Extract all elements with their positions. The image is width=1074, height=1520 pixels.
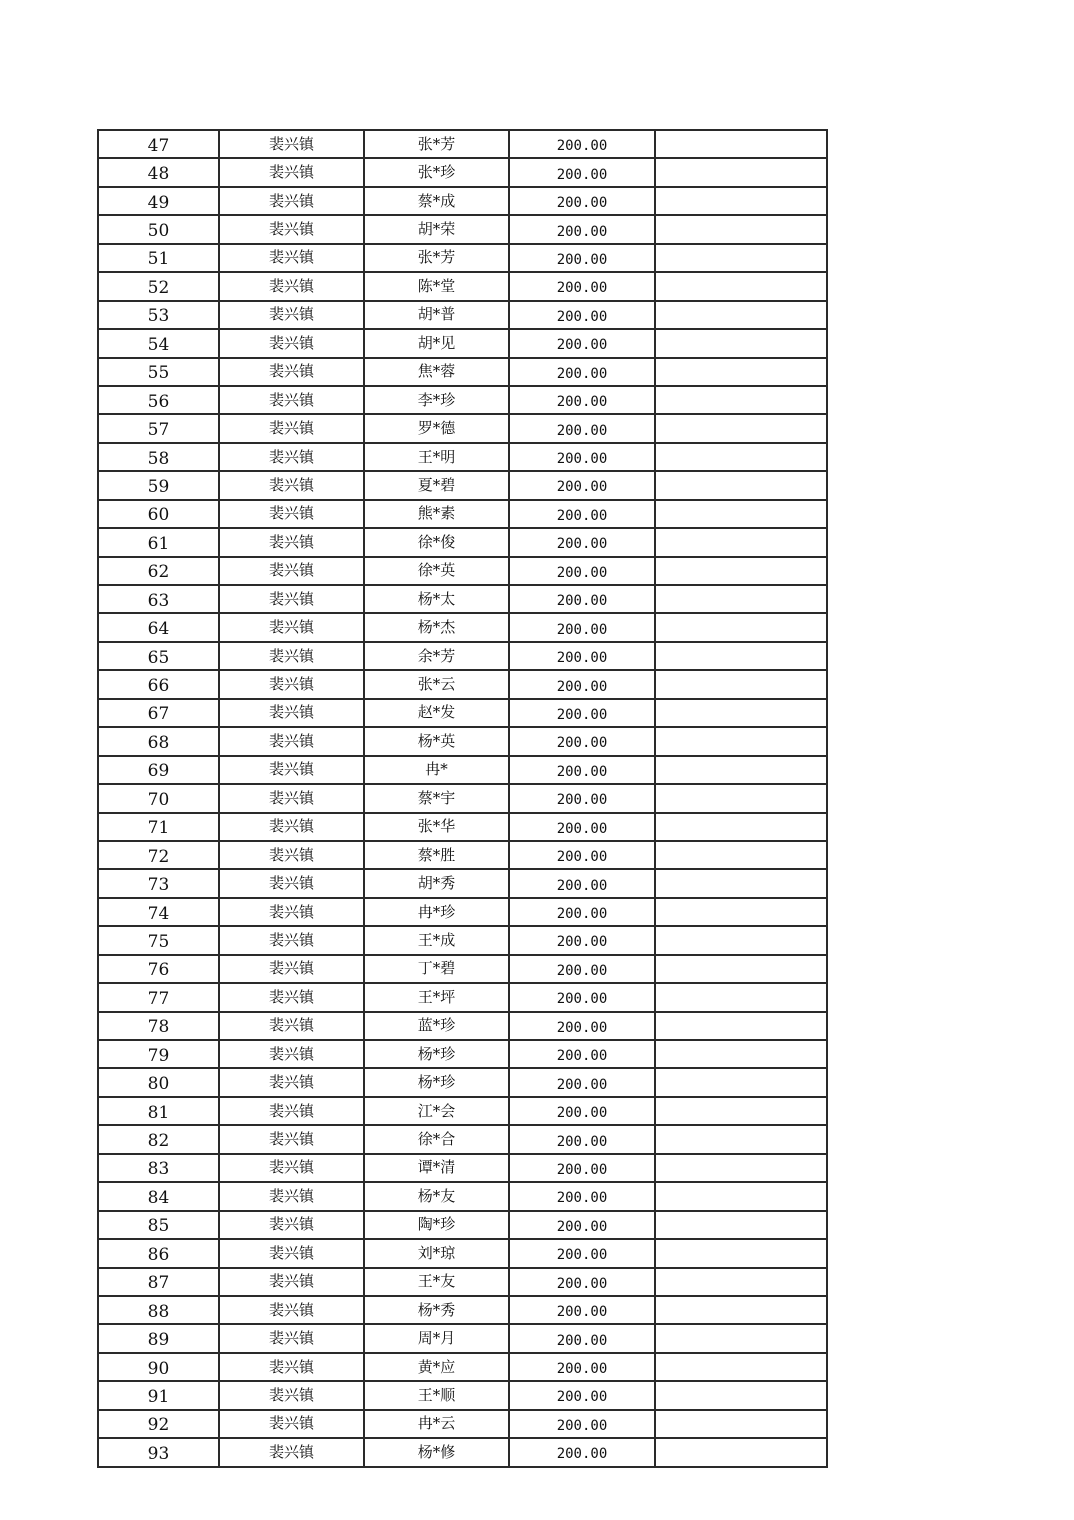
person-name-cell: 胡*见 bbox=[364, 329, 509, 357]
amount-cell: 200.00 bbox=[509, 557, 655, 585]
amount-cell: 200.00 bbox=[509, 1438, 655, 1466]
table-row bbox=[98, 187, 827, 215]
amount-cell: 200.00 bbox=[509, 528, 655, 556]
note-cell bbox=[655, 1097, 827, 1125]
amount-cell: 200.00 bbox=[509, 1239, 655, 1267]
table-row bbox=[98, 1182, 827, 1210]
amount-cell: 200.00 bbox=[509, 443, 655, 471]
note-cell bbox=[655, 869, 827, 897]
town-cell: 裴兴镇 bbox=[219, 869, 364, 897]
row-number-cell: 67 bbox=[98, 699, 219, 727]
table-row bbox=[98, 1012, 827, 1040]
table-row bbox=[98, 1410, 827, 1438]
row-number-cell: 83 bbox=[98, 1154, 219, 1182]
town-cell: 裴兴镇 bbox=[219, 926, 364, 954]
row-number-cell: 73 bbox=[98, 869, 219, 897]
note-cell bbox=[655, 1125, 827, 1153]
person-name-cell: 王*成 bbox=[364, 926, 509, 954]
table-row bbox=[98, 130, 827, 158]
amount-cell: 200.00 bbox=[509, 699, 655, 727]
town-cell: 裴兴镇 bbox=[219, 841, 364, 869]
person-name-cell: 夏*碧 bbox=[364, 471, 509, 499]
table-row bbox=[98, 841, 827, 869]
person-name-cell: 蔡*宇 bbox=[364, 784, 509, 812]
table-row bbox=[98, 329, 827, 357]
person-name-cell: 刘*琼 bbox=[364, 1239, 509, 1267]
person-name-cell: 张*珍 bbox=[364, 158, 509, 186]
amount-cell: 200.00 bbox=[509, 1268, 655, 1296]
table-row bbox=[98, 1097, 827, 1125]
amount-cell: 200.00 bbox=[509, 1182, 655, 1210]
person-name-cell: 冉*珍 bbox=[364, 898, 509, 926]
note-cell bbox=[655, 187, 827, 215]
row-number-cell: 75 bbox=[98, 926, 219, 954]
row-number-cell: 81 bbox=[98, 1097, 219, 1125]
amount-cell: 200.00 bbox=[509, 1296, 655, 1324]
town-cell: 裴兴镇 bbox=[219, 1239, 364, 1267]
table-body bbox=[98, 130, 827, 1467]
table-row bbox=[98, 813, 827, 841]
note-cell bbox=[655, 1410, 827, 1438]
table-row bbox=[98, 215, 827, 243]
town-cell: 裴兴镇 bbox=[219, 443, 364, 471]
row-number-cell: 65 bbox=[98, 642, 219, 670]
town-cell: 裴兴镇 bbox=[219, 130, 364, 158]
person-name-cell: 李*珍 bbox=[364, 386, 509, 414]
town-cell: 裴兴镇 bbox=[219, 1125, 364, 1153]
note-cell bbox=[655, 386, 827, 414]
table-row bbox=[98, 386, 827, 414]
table-row bbox=[98, 1381, 827, 1409]
amount-cell: 200.00 bbox=[509, 813, 655, 841]
note-cell bbox=[655, 215, 827, 243]
amount-cell: 200.00 bbox=[509, 613, 655, 641]
note-cell bbox=[655, 841, 827, 869]
row-number-cell: 85 bbox=[98, 1211, 219, 1239]
person-name-cell: 徐*英 bbox=[364, 557, 509, 585]
table-row bbox=[98, 1154, 827, 1182]
note-cell bbox=[655, 585, 827, 613]
town-cell: 裴兴镇 bbox=[219, 1410, 364, 1438]
amount-cell: 200.00 bbox=[509, 784, 655, 812]
note-cell bbox=[655, 130, 827, 158]
note-cell bbox=[655, 471, 827, 499]
table-row bbox=[98, 983, 827, 1011]
table-row bbox=[98, 784, 827, 812]
table-row bbox=[98, 1125, 827, 1153]
town-cell: 裴兴镇 bbox=[219, 358, 364, 386]
note-cell bbox=[655, 329, 827, 357]
person-name-cell: 丁*碧 bbox=[364, 955, 509, 983]
amount-cell: 200.00 bbox=[509, 898, 655, 926]
row-number-cell: 86 bbox=[98, 1239, 219, 1267]
table-row bbox=[98, 443, 827, 471]
amount-cell: 200.00 bbox=[509, 386, 655, 414]
town-cell: 裴兴镇 bbox=[219, 500, 364, 528]
note-cell bbox=[655, 1353, 827, 1381]
row-number-cell: 80 bbox=[98, 1068, 219, 1096]
note-cell bbox=[655, 414, 827, 442]
row-number-cell: 61 bbox=[98, 528, 219, 556]
person-name-cell: 陈*堂 bbox=[364, 272, 509, 300]
person-name-cell: 杨*英 bbox=[364, 727, 509, 755]
town-cell: 裴兴镇 bbox=[219, 1381, 364, 1409]
note-cell bbox=[655, 272, 827, 300]
town-cell: 裴兴镇 bbox=[219, 244, 364, 272]
note-cell bbox=[655, 500, 827, 528]
table-row bbox=[98, 272, 827, 300]
town-cell: 裴兴镇 bbox=[219, 1012, 364, 1040]
note-cell bbox=[655, 1182, 827, 1210]
note-cell bbox=[655, 528, 827, 556]
row-number-cell: 51 bbox=[98, 244, 219, 272]
note-cell bbox=[655, 1040, 827, 1068]
person-name-cell: 徐*合 bbox=[364, 1125, 509, 1153]
row-number-cell: 92 bbox=[98, 1410, 219, 1438]
town-cell: 裴兴镇 bbox=[219, 301, 364, 329]
table-row bbox=[98, 358, 827, 386]
note-cell bbox=[655, 1324, 827, 1352]
person-name-cell: 江*会 bbox=[364, 1097, 509, 1125]
note-cell bbox=[655, 358, 827, 386]
row-number-cell: 88 bbox=[98, 1296, 219, 1324]
table-row bbox=[98, 1211, 827, 1239]
town-cell: 裴兴镇 bbox=[219, 1097, 364, 1125]
row-number-cell: 69 bbox=[98, 756, 219, 784]
amount-cell: 200.00 bbox=[509, 1410, 655, 1438]
note-cell bbox=[655, 699, 827, 727]
table-row bbox=[98, 1068, 827, 1096]
row-number-cell: 47 bbox=[98, 130, 219, 158]
person-name-cell: 张*芳 bbox=[364, 244, 509, 272]
row-number-cell: 72 bbox=[98, 841, 219, 869]
person-name-cell: 张*云 bbox=[364, 670, 509, 698]
amount-cell: 200.00 bbox=[509, 1353, 655, 1381]
town-cell: 裴兴镇 bbox=[219, 158, 364, 186]
note-cell bbox=[655, 898, 827, 926]
amount-cell: 200.00 bbox=[509, 756, 655, 784]
person-name-cell: 蓝*珍 bbox=[364, 1012, 509, 1040]
note-cell bbox=[655, 1012, 827, 1040]
person-name-cell: 赵*发 bbox=[364, 699, 509, 727]
table-row bbox=[98, 528, 827, 556]
person-name-cell: 黄*应 bbox=[364, 1353, 509, 1381]
amount-cell: 200.00 bbox=[509, 670, 655, 698]
town-cell: 裴兴镇 bbox=[219, 471, 364, 499]
row-number-cell: 91 bbox=[98, 1381, 219, 1409]
person-name-cell: 熊*素 bbox=[364, 500, 509, 528]
person-name-cell: 王*顺 bbox=[364, 1381, 509, 1409]
row-number-cell: 54 bbox=[98, 329, 219, 357]
person-name-cell: 胡*荣 bbox=[364, 215, 509, 243]
table-row bbox=[98, 1438, 827, 1466]
table-row bbox=[98, 898, 827, 926]
row-number-cell: 66 bbox=[98, 670, 219, 698]
row-number-cell: 93 bbox=[98, 1438, 219, 1466]
note-cell bbox=[655, 1381, 827, 1409]
table-row bbox=[98, 1268, 827, 1296]
row-number-cell: 64 bbox=[98, 613, 219, 641]
note-cell bbox=[655, 1438, 827, 1466]
amount-cell: 200.00 bbox=[509, 187, 655, 215]
town-cell: 裴兴镇 bbox=[219, 557, 364, 585]
note-cell bbox=[655, 1268, 827, 1296]
note-cell bbox=[655, 642, 827, 670]
amount-cell: 200.00 bbox=[509, 983, 655, 1011]
note-cell bbox=[655, 1239, 827, 1267]
row-number-cell: 70 bbox=[98, 784, 219, 812]
town-cell: 裴兴镇 bbox=[219, 813, 364, 841]
table-row bbox=[98, 869, 827, 897]
note-cell bbox=[655, 158, 827, 186]
amount-cell: 200.00 bbox=[509, 1040, 655, 1068]
person-name-cell: 焦*蓉 bbox=[364, 358, 509, 386]
town-cell: 裴兴镇 bbox=[219, 272, 364, 300]
row-number-cell: 77 bbox=[98, 983, 219, 1011]
person-name-cell: 张*芳 bbox=[364, 130, 509, 158]
person-name-cell: 杨*太 bbox=[364, 585, 509, 613]
town-cell: 裴兴镇 bbox=[219, 1211, 364, 1239]
town-cell: 裴兴镇 bbox=[219, 642, 364, 670]
town-cell: 裴兴镇 bbox=[219, 585, 364, 613]
person-name-cell: 徐*俊 bbox=[364, 528, 509, 556]
table-row bbox=[98, 955, 827, 983]
note-cell bbox=[655, 1211, 827, 1239]
person-name-cell: 杨*杰 bbox=[364, 613, 509, 641]
row-number-cell: 90 bbox=[98, 1353, 219, 1381]
town-cell: 裴兴镇 bbox=[219, 898, 364, 926]
amount-cell: 200.00 bbox=[509, 1211, 655, 1239]
table-row bbox=[98, 1324, 827, 1352]
amount-cell: 200.00 bbox=[509, 358, 655, 386]
town-cell: 裴兴镇 bbox=[219, 955, 364, 983]
person-name-cell: 谭*清 bbox=[364, 1154, 509, 1182]
town-cell: 裴兴镇 bbox=[219, 386, 364, 414]
amount-cell: 200.00 bbox=[509, 471, 655, 499]
table-row bbox=[98, 756, 827, 784]
table-row bbox=[98, 500, 827, 528]
person-name-cell: 蔡*成 bbox=[364, 187, 509, 215]
table-row bbox=[98, 557, 827, 585]
note-cell bbox=[655, 983, 827, 1011]
table-row bbox=[98, 926, 827, 954]
amount-cell: 200.00 bbox=[509, 130, 655, 158]
amount-cell: 200.00 bbox=[509, 642, 655, 670]
town-cell: 裴兴镇 bbox=[219, 756, 364, 784]
town-cell: 裴兴镇 bbox=[219, 414, 364, 442]
row-number-cell: 76 bbox=[98, 955, 219, 983]
amount-cell: 200.00 bbox=[509, 500, 655, 528]
town-cell: 裴兴镇 bbox=[219, 784, 364, 812]
row-number-cell: 56 bbox=[98, 386, 219, 414]
person-name-cell: 蔡*胜 bbox=[364, 841, 509, 869]
note-cell bbox=[655, 443, 827, 471]
row-number-cell: 58 bbox=[98, 443, 219, 471]
town-cell: 裴兴镇 bbox=[219, 329, 364, 357]
amount-cell: 200.00 bbox=[509, 1097, 655, 1125]
note-cell bbox=[655, 1154, 827, 1182]
town-cell: 裴兴镇 bbox=[219, 1068, 364, 1096]
town-cell: 裴兴镇 bbox=[219, 1353, 364, 1381]
amount-cell: 200.00 bbox=[509, 955, 655, 983]
town-cell: 裴兴镇 bbox=[219, 528, 364, 556]
town-cell: 裴兴镇 bbox=[219, 1154, 364, 1182]
row-number-cell: 48 bbox=[98, 158, 219, 186]
amount-cell: 200.00 bbox=[509, 1381, 655, 1409]
row-number-cell: 89 bbox=[98, 1324, 219, 1352]
note-cell bbox=[655, 955, 827, 983]
note-cell bbox=[655, 784, 827, 812]
town-cell: 裴兴镇 bbox=[219, 187, 364, 215]
amount-cell: 200.00 bbox=[509, 1125, 655, 1153]
table-row bbox=[98, 1353, 827, 1381]
amount-cell: 200.00 bbox=[509, 1068, 655, 1096]
person-name-cell: 周*月 bbox=[364, 1324, 509, 1352]
row-number-cell: 52 bbox=[98, 272, 219, 300]
person-name-cell: 陶*珍 bbox=[364, 1211, 509, 1239]
row-number-cell: 78 bbox=[98, 1012, 219, 1040]
row-number-cell: 49 bbox=[98, 187, 219, 215]
amount-cell: 200.00 bbox=[509, 1154, 655, 1182]
amount-cell: 200.00 bbox=[509, 841, 655, 869]
town-cell: 裴兴镇 bbox=[219, 1040, 364, 1068]
note-cell bbox=[655, 613, 827, 641]
row-number-cell: 68 bbox=[98, 727, 219, 755]
person-name-cell: 杨*珍 bbox=[364, 1040, 509, 1068]
table-row bbox=[98, 1296, 827, 1324]
note-cell bbox=[655, 1296, 827, 1324]
person-name-cell: 王*坪 bbox=[364, 983, 509, 1011]
amount-cell: 200.00 bbox=[509, 158, 655, 186]
amount-cell: 200.00 bbox=[509, 301, 655, 329]
note-cell bbox=[655, 756, 827, 784]
row-number-cell: 53 bbox=[98, 301, 219, 329]
person-name-cell: 张*华 bbox=[364, 813, 509, 841]
town-cell: 裴兴镇 bbox=[219, 1438, 364, 1466]
table-row bbox=[98, 158, 827, 186]
amount-cell: 200.00 bbox=[509, 1324, 655, 1352]
amount-cell: 200.00 bbox=[509, 329, 655, 357]
person-name-cell: 冉*云 bbox=[364, 1410, 509, 1438]
table-row bbox=[98, 585, 827, 613]
town-cell: 裴兴镇 bbox=[219, 1324, 364, 1352]
row-number-cell: 74 bbox=[98, 898, 219, 926]
amount-cell: 200.00 bbox=[509, 414, 655, 442]
note-cell bbox=[655, 670, 827, 698]
amount-cell: 200.00 bbox=[509, 1012, 655, 1040]
row-number-cell: 62 bbox=[98, 557, 219, 585]
amount-cell: 200.00 bbox=[509, 869, 655, 897]
row-number-cell: 50 bbox=[98, 215, 219, 243]
amount-cell: 200.00 bbox=[509, 272, 655, 300]
row-number-cell: 57 bbox=[98, 414, 219, 442]
table-row bbox=[98, 727, 827, 755]
person-name-cell: 杨*友 bbox=[364, 1182, 509, 1210]
note-cell bbox=[655, 557, 827, 585]
person-name-cell: 杨*秀 bbox=[364, 1296, 509, 1324]
person-name-cell: 冉* bbox=[364, 756, 509, 784]
note-cell bbox=[655, 1068, 827, 1096]
note-cell bbox=[655, 301, 827, 329]
person-name-cell: 胡*秀 bbox=[364, 869, 509, 897]
person-name-cell: 罗*德 bbox=[364, 414, 509, 442]
amount-cell: 200.00 bbox=[509, 727, 655, 755]
row-number-cell: 82 bbox=[98, 1125, 219, 1153]
table-row bbox=[98, 613, 827, 641]
amount-cell: 200.00 bbox=[509, 926, 655, 954]
note-cell bbox=[655, 813, 827, 841]
row-number-cell: 84 bbox=[98, 1182, 219, 1210]
town-cell: 裴兴镇 bbox=[219, 1182, 364, 1210]
table-row bbox=[98, 244, 827, 272]
amount-cell: 200.00 bbox=[509, 585, 655, 613]
town-cell: 裴兴镇 bbox=[219, 699, 364, 727]
amount-cell: 200.00 bbox=[509, 215, 655, 243]
table-row bbox=[98, 471, 827, 499]
person-name-cell: 胡*普 bbox=[364, 301, 509, 329]
person-name-cell: 余*芳 bbox=[364, 642, 509, 670]
town-cell: 裴兴镇 bbox=[219, 727, 364, 755]
row-number-cell: 60 bbox=[98, 500, 219, 528]
row-number-cell: 55 bbox=[98, 358, 219, 386]
town-cell: 裴兴镇 bbox=[219, 983, 364, 1011]
row-number-cell: 71 bbox=[98, 813, 219, 841]
town-cell: 裴兴镇 bbox=[219, 215, 364, 243]
person-name-cell: 王*友 bbox=[364, 1268, 509, 1296]
table-row bbox=[98, 1239, 827, 1267]
amount-cell: 200.00 bbox=[509, 244, 655, 272]
note-cell bbox=[655, 727, 827, 755]
table-row bbox=[98, 414, 827, 442]
row-number-cell: 79 bbox=[98, 1040, 219, 1068]
table-row bbox=[98, 642, 827, 670]
person-name-cell: 杨*修 bbox=[364, 1438, 509, 1466]
note-cell bbox=[655, 244, 827, 272]
town-cell: 裴兴镇 bbox=[219, 1296, 364, 1324]
table-row bbox=[98, 301, 827, 329]
row-number-cell: 59 bbox=[98, 471, 219, 499]
town-cell: 裴兴镇 bbox=[219, 613, 364, 641]
table-row bbox=[98, 670, 827, 698]
row-number-cell: 87 bbox=[98, 1268, 219, 1296]
town-cell: 裴兴镇 bbox=[219, 670, 364, 698]
town-cell: 裴兴镇 bbox=[219, 1268, 364, 1296]
table-row bbox=[98, 699, 827, 727]
person-name-cell: 王*明 bbox=[364, 443, 509, 471]
person-name-cell: 杨*珍 bbox=[364, 1068, 509, 1096]
note-cell bbox=[655, 926, 827, 954]
table-row bbox=[98, 1040, 827, 1068]
row-number-cell: 63 bbox=[98, 585, 219, 613]
data-table bbox=[97, 129, 828, 1468]
